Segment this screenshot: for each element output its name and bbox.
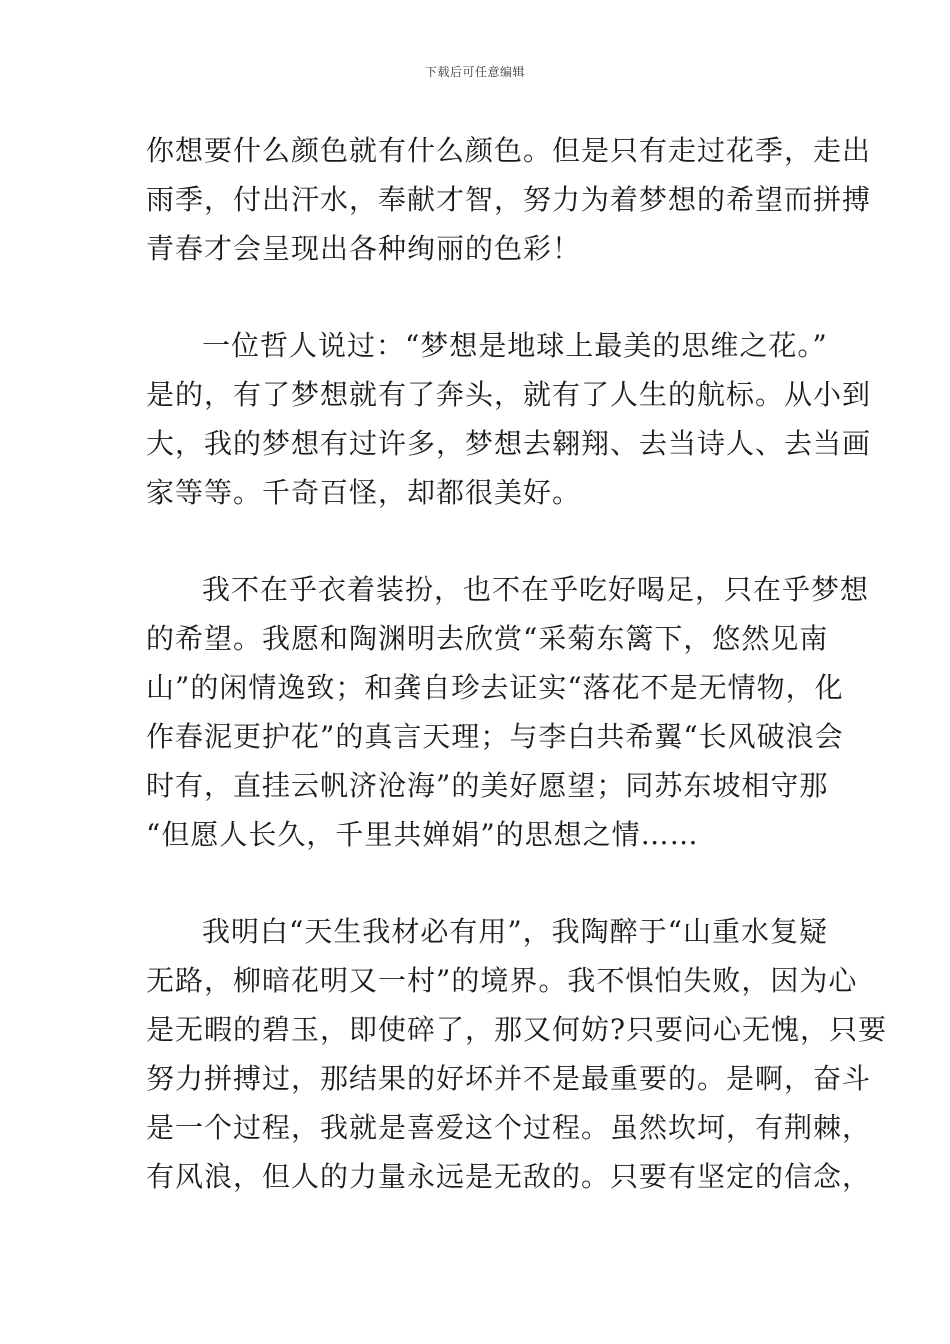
paragraph-line: 时有，直挂云帆济沧海”的美好愿望；同苏东坡相守那 [146, 769, 829, 802]
paragraph-line: 作春泥更护花”的真言天理；与李白共希翼“长风破浪会 [146, 720, 844, 753]
paragraph-1 [146, 126, 872, 273]
paragraph-line: 雨季，付出汗水，奉献才智，努力为着梦想的希望而拼搏 [146, 183, 872, 216]
paragraph-line: 你想要什么颜色就有什么颜色。但是只有走过花季，走出 [146, 134, 872, 167]
paragraph-gap [146, 273, 808, 321]
paragraph-4 [146, 907, 888, 1201]
paragraph-line: 是的，有了梦想就有了奔头，就有了人生的航标。从小到 [146, 378, 872, 411]
paragraph-line: 家等等。千奇百怪，却都很美好。 [146, 476, 582, 509]
paragraph-line: 有风浪，但人的力量永远是无敌的。只要有坚定的信念， [146, 1160, 872, 1193]
paragraph-line: 的希望。我愿和陶渊明去欣赏“采菊东篱下，悠然见南 [146, 622, 829, 655]
paragraph-gap [146, 859, 808, 907]
paragraph-line: 我不在乎衣着装扮，也不在乎吃好喝足，只在乎梦想 [202, 573, 870, 606]
paragraph-line: 是一个过程，我就是喜爱这个过程。虽然坎坷，有荆棘， [146, 1111, 872, 1144]
paragraph-line: 我明白“天生我材必有用”，我陶醉于“山重水复疑 [202, 915, 828, 948]
document-body [146, 126, 888, 1201]
paragraph-line: 一位哲人说过：“梦想是地球上最美的思维之花。” [202, 329, 828, 362]
paragraph-3 [146, 565, 870, 859]
paragraph-line: 努力拼搏过，那结果的好坏并不是最重要的。是啊，奋斗 [146, 1062, 872, 1095]
paragraph-line: 青春才会呈现出各种绚丽的色彩！ [146, 232, 582, 265]
paragraph-gap [146, 517, 808, 565]
paragraph-2 [146, 321, 872, 517]
paragraph-line: 山”的闲情逸致；和龚自珍去证实“落花不是无情物，化 [146, 671, 844, 704]
paragraph-line: 大，我的梦想有过许多，梦想去翱翔、去当诗人、去当画 [146, 427, 872, 460]
paragraph-line: 无路，柳暗花明又一村”的境界。我不惧怕失败，因为心 [146, 964, 858, 997]
page-header: 下载后可任意编辑 [424, 65, 525, 79]
paragraph-line: 是无暇的碧玉，即使碎了，那又何妨?只要问心无愧，只要 [146, 1013, 888, 1046]
paragraph-line: “但愿人长久，千里共婵娟”的思想之情…… [146, 818, 699, 851]
